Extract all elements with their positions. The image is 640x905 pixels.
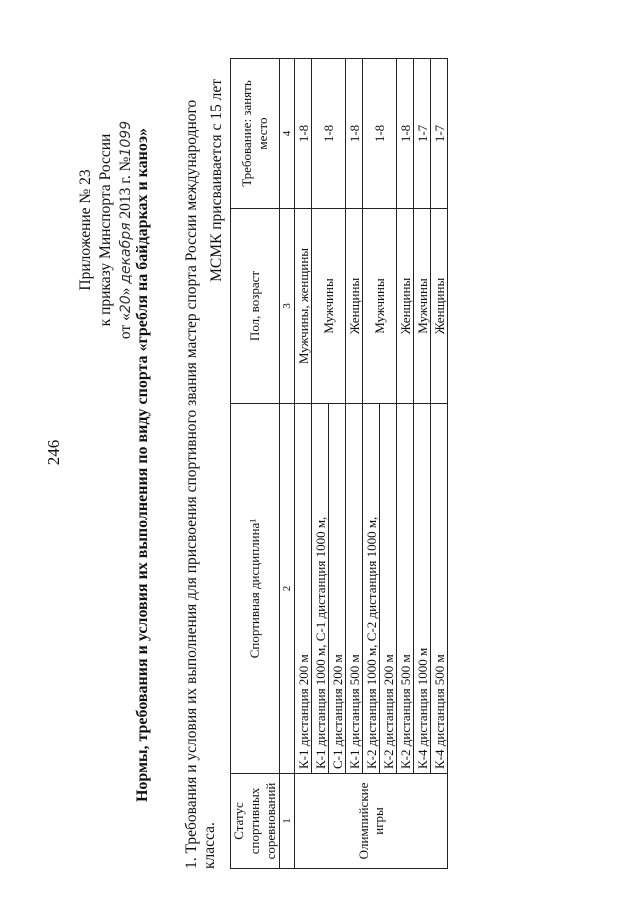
gender-cell: Женщины (346, 209, 363, 404)
status-cell: Олимпийские игры (295, 774, 448, 869)
gender-cell: Женщины (431, 209, 448, 404)
discipline-cell: К-1 дистанция 500 м (346, 404, 363, 774)
discipline-cell: К-2 дистанция 200 м (380, 404, 397, 774)
place-cell: 1-8 (363, 59, 397, 209)
column-number: 3 (280, 209, 295, 404)
table-row (397, 59, 414, 869)
place-cell: 1-8 (312, 59, 346, 209)
appendix-block (76, 115, 136, 345)
place-cell: 1-8 (295, 59, 312, 209)
discipline-cell: С-1 дистанция 200 м (329, 404, 346, 774)
gender-cell: Мужчины, женщины (295, 209, 312, 404)
table-row (431, 59, 448, 869)
table-row (346, 59, 363, 869)
table-header-row (231, 59, 280, 869)
discipline-cell: К-2 дистанция 1000 м, С-2 дистанция 1000 м, (363, 404, 380, 774)
date-day-handwritten: 20 (118, 295, 134, 314)
column-number: 2 (280, 404, 295, 774)
column-number: 4 (280, 59, 295, 209)
column-number: 1 (280, 774, 295, 869)
appendix-order-ref: к приказу Минспорта России (97, 133, 114, 327)
gender-cell: Мужчины (363, 209, 397, 404)
table-row (414, 59, 431, 869)
discipline-cell: К-1 дистанция 200 м (295, 404, 312, 774)
section-subheading: МСМК присваивается с 15 лет (208, 79, 225, 282)
header-place-requirement: Требование: занять место (231, 59, 280, 209)
table-row (295, 59, 312, 869)
order-number-handwritten: 1099 (118, 120, 134, 157)
discipline-cell: К-4 дистанция 1000 м (414, 404, 431, 774)
date-year: 2013 г. № (117, 156, 134, 219)
place-cell: 1-8 (397, 59, 414, 209)
discipline-cell: К-2 дистанция 500 м (397, 404, 414, 774)
place-cell: 1-7 (414, 59, 431, 209)
gender-cell: Женщины (397, 209, 414, 404)
table-row (312, 59, 329, 869)
gender-cell: Мужчины (414, 209, 431, 404)
header-discipline: Спортивная дисциплина¹ (231, 404, 280, 774)
place-cell: 1-7 (431, 59, 448, 209)
table-row (363, 59, 380, 869)
date-prefix: от « (117, 313, 134, 340)
gender-cell: Мужчины (312, 209, 346, 404)
date-mid: » (117, 287, 134, 296)
appendix-number: Приложение № 23 (77, 169, 94, 291)
header-gender-age: Пол, возраст (231, 209, 280, 404)
document-title: Нормы, требования и условия их выполнения по виду спорта «гребля на байдарках и каноэ» (134, 128, 151, 803)
appendix-date-line (116, 115, 136, 345)
section-heading: 1. Требования и условия их выполнения для присвоения спортивного звания мастер спорта России международного класса. (183, 99, 218, 869)
place-cell: 1-8 (346, 59, 363, 209)
table-column-number-row (280, 59, 295, 869)
norms-table (230, 58, 448, 869)
date-month-handwritten: декабря (118, 222, 134, 284)
header-status: Статус спортивных соревнований (231, 774, 280, 869)
discipline-cell: К-4 дистанция 500 м (431, 404, 448, 774)
page-number: 246 (44, 439, 63, 466)
discipline-cell: К-1 дистанция 1000 м, С-1 дистанция 1000 м, (312, 404, 329, 774)
